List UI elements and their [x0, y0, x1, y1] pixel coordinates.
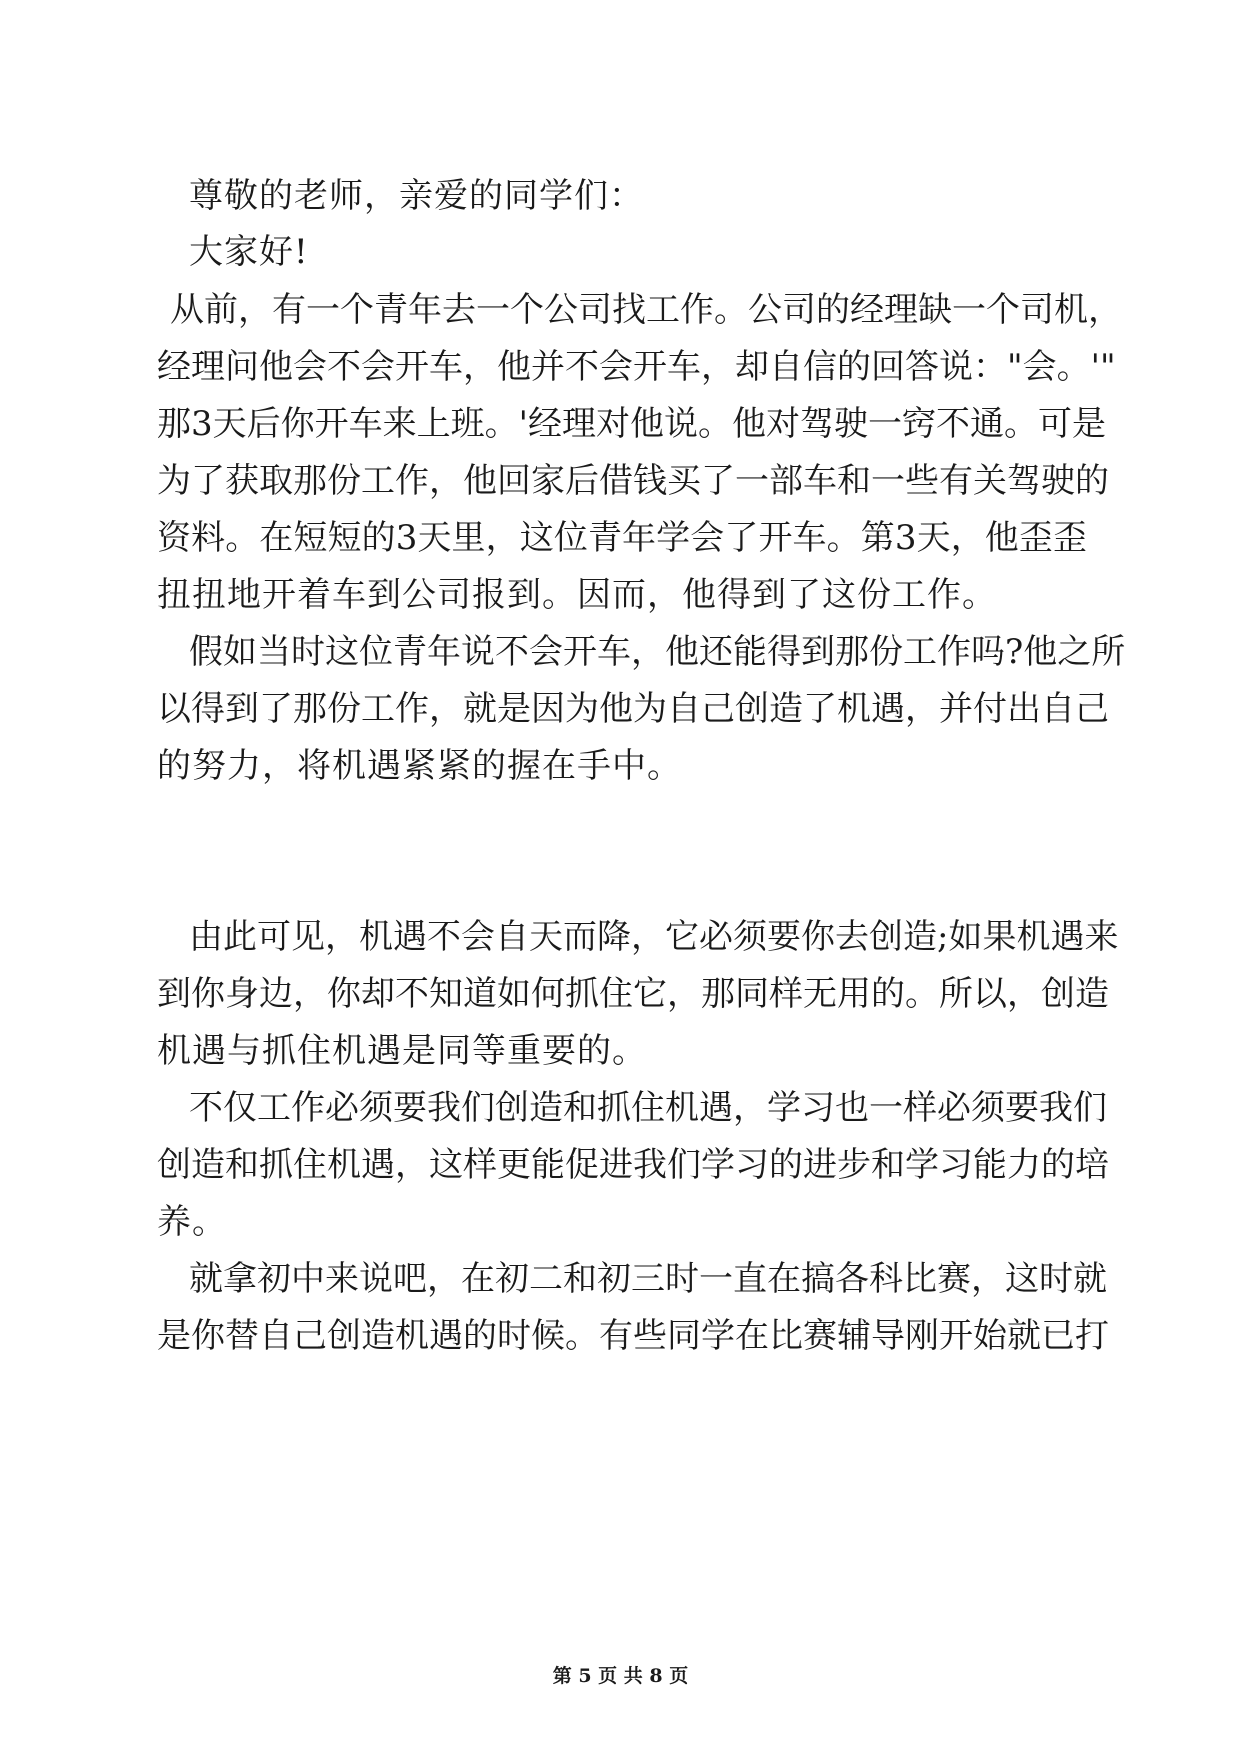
paragraph-4-line-2: 创造和抓住机遇，这样更能促进我们学习的进步和学习能力的培 — [157, 1145, 1109, 1185]
paragraph-1-line-5: 资料。在短短的3天里，这位青年学会了开车。第3天，他歪歪 — [157, 518, 1087, 558]
paragraph-5-line-1: 就拿初中来说吧，在初二和初三时一直在搞各科比赛，这时就 — [189, 1259, 1107, 1299]
paragraph-4-line-1: 不仅工作必须要我们创造和抓住机遇，学习也一样必须要我们 — [189, 1088, 1107, 1128]
greeting-line: 尊敬的老师，亲爱的同学们： — [189, 176, 644, 216]
paragraph-1-line-3: 那3天后你开车来上班。'经理对他说。他对驾驶一窍不通。可是 — [157, 404, 1106, 444]
paragraph-4-line-3: 养。 — [157, 1202, 227, 1242]
paragraph-1-line-6: 扭扭地开着车到公司报到。因而，他得到了这份工作。 — [157, 575, 997, 615]
paragraph-5-line-2: 是你替自己创造机遇的时候。有些同学在比赛辅导刚开始就已打 — [157, 1316, 1109, 1356]
paragraph-3-line-2: 到你身边，你却不知道如何抓住它，那同样无用的。所以，创造 — [157, 974, 1109, 1014]
page-footer: 第 5 页 共 8 页 — [552, 1665, 689, 1687]
paragraph-2-line-3: 的努力，将机遇紧紧的握在手中。 — [157, 746, 682, 786]
paragraph-2-line-1: 假如当时这位青年说不会开车，他还能得到那份工作吗?他之所 — [189, 632, 1126, 672]
salutation-line: 大家好! — [189, 232, 309, 272]
paragraph-1-line-2: 经理问他会不会开车，他并不会开车，却自信的回答说："会。'" — [157, 347, 1116, 387]
paragraph-3-line-3: 机遇与抓住机遇是同等重要的。 — [157, 1031, 647, 1071]
paragraph-1-line-1: 从前，有一个青年去一个公司找工作。公司的经理缺一个司机， — [170, 290, 1122, 330]
paragraph-1-line-4: 为了获取那份工作，他回家后借钱买了一部车和一些有关驾驶的 — [157, 461, 1109, 501]
paragraph-3-line-1: 由此可见，机遇不会自天而降，它必须要你去创造;如果机遇来 — [189, 917, 1119, 957]
paragraph-2-line-2: 以得到了那份工作，就是因为他为自己创造了机遇，并付出自己 — [157, 689, 1109, 729]
